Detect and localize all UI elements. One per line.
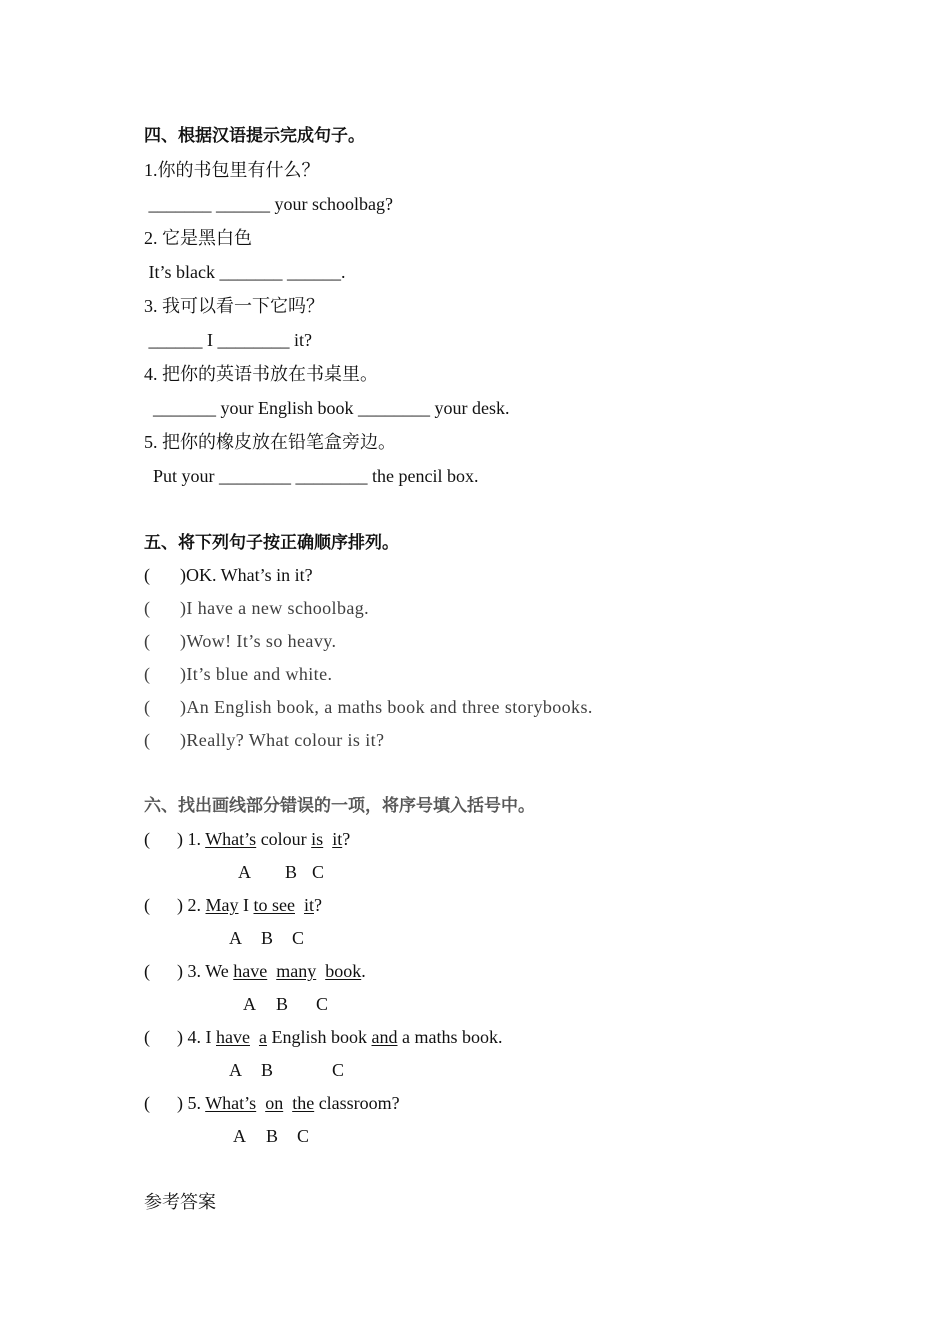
s6-q2-label-b: B <box>261 928 274 948</box>
s6-q4-label-c: C <box>332 1060 345 1080</box>
s4-q3-english: ______ I ________ it? <box>144 330 312 350</box>
s6-question-1: ( ) 1. What’s colour is it? <box>144 829 351 849</box>
section4-heading: 四、根据汉语提示完成句子。 <box>144 126 365 146</box>
s6-q3-label-b: B <box>276 994 289 1014</box>
section5-heading: 五、将下列句子按正确顺序排列。 <box>144 533 399 553</box>
s5-item-1: ( )OK. What’s in it? <box>144 565 313 585</box>
s6-q4-label-b: B <box>261 1060 274 1080</box>
s4-q2-english: It’s black _______ ______. <box>144 262 346 282</box>
s4-q1-chinese: 1.你的书包里有什么？ <box>144 160 320 180</box>
s6-q3-label-c: C <box>316 994 329 1014</box>
s4-q4-english: _______ your English book ________ your desk. <box>144 398 510 418</box>
s4-q1-english: _______ ______ your schoolbag? <box>144 194 393 214</box>
s6-q5-label-b: B <box>266 1126 279 1146</box>
s6-question-4: ( ) 4. I have a English book and a maths book. <box>144 1027 503 1047</box>
s5-item-4: ( )It’s blue and white. <box>144 664 333 684</box>
s5-item-2: ( )I have a new schoolbag. <box>144 598 370 618</box>
s6-question-2: ( ) 2. May I to see it? <box>144 895 322 915</box>
s6-q5-label-c: C <box>297 1126 310 1146</box>
s6-q3-label-a: A <box>243 994 256 1014</box>
s6-q1-label-c: C <box>312 862 325 882</box>
s5-item-5: ( )An English book, a maths book and three storybooks. <box>144 697 593 717</box>
s6-q1-label-b: B <box>285 862 298 882</box>
answers-heading: 参考答案 <box>144 1192 216 1212</box>
s6-q2-label-c: C <box>292 928 305 948</box>
s6-question-3: ( ) 3. We have many book. <box>144 961 366 981</box>
s6-q4-label-a: A <box>229 1060 242 1080</box>
s4-q3-chinese: 3. 我可以看一下它吗？ <box>144 296 324 316</box>
s5-item-6: ( )Really? What colour is it? <box>144 730 385 750</box>
s4-q4-chinese: 4. 把你的英语书放在书桌里。 <box>144 364 378 384</box>
s4-q5-english: Put your ________ ________ the pencil box. <box>144 466 479 486</box>
s4-q5-chinese: 5. 把你的橡皮放在铅笔盒旁边。 <box>144 432 396 452</box>
s4-q2-chinese: 2. 它是黑白色 <box>144 228 252 248</box>
s5-item-3: ( )Wow! It’s so heavy. <box>144 631 337 651</box>
s6-q5-label-a: A <box>233 1126 246 1146</box>
section6-heading: 六、找出画线部分错误的一项，将序号填入括号中。 <box>144 796 535 816</box>
s6-question-5: ( ) 5. What’s on the classroom? <box>144 1093 400 1113</box>
s6-q2-label-a: A <box>229 928 242 948</box>
s6-q1-label-a: A <box>238 862 251 882</box>
